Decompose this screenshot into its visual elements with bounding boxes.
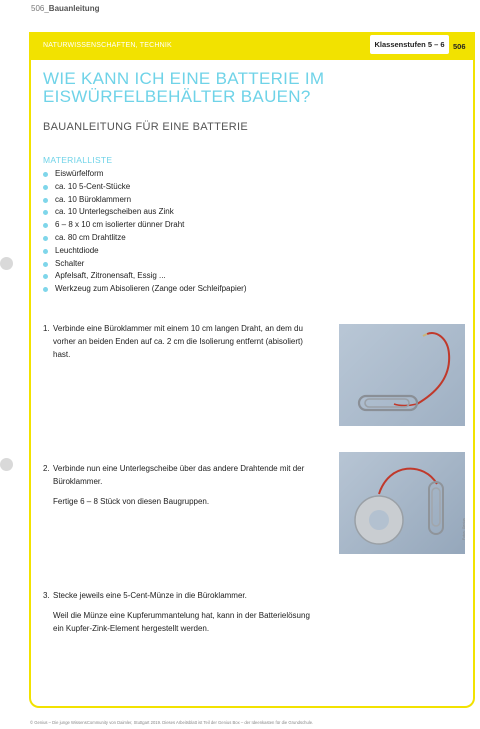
paperclip-wire-photo <box>339 324 465 426</box>
list-item: Apfelsaft, Zitronensaft, Essig ... <box>43 270 247 283</box>
step-text: Stecke jeweils eine 5-Cent-Münze in die Büroklammer. <box>53 591 247 600</box>
list-item: Leuchtdiode <box>43 245 247 258</box>
header-bar <box>29 32 475 60</box>
footer-copyright: © Genius – Die junge WissensCommunity von Daimler, Stuttgart 2019. Dieses Arbeitsblatt ist Teil der Genius Box – der Ideenkasten für die Grundschule. <box>30 720 314 725</box>
punch-hole <box>0 257 13 270</box>
step-note: Weil die Münze eine Kupferummantelung hat, kann in der Batterielösung ein Kupfer-Zink-Element hergestellt werden. <box>53 611 310 633</box>
page-number: 506 <box>453 42 466 51</box>
page-label-name: Bauanleitung <box>48 4 100 13</box>
list-item: ca. 80 cm Drahtlitze <box>43 232 247 245</box>
step-number: 1. <box>43 324 50 333</box>
punch-hole <box>0 458 13 471</box>
step-note: Fertige 6 – 8 Stück von diesen Baugruppen. <box>53 497 210 506</box>
washer-paperclip-illustration <box>339 452 465 554</box>
step-number: 3. <box>43 591 50 600</box>
list-item: ca. 10 5-Cent-Stücke <box>43 181 247 194</box>
page-label-number: 506_ <box>31 4 49 13</box>
list-item: Eiswürfelform <box>43 168 247 181</box>
page-label <box>31 4 99 13</box>
washer-paperclip-photo <box>339 452 465 554</box>
step-text: Verbinde eine Büroklammer mit einem 10 cm langen Draht, an dem du vorher an beiden Enden auf ca. 2 cm die Isolierung entfernt (abisoliert) hast. <box>53 324 303 359</box>
photo-credit: Fotos: Genius <box>462 518 466 540</box>
page-title: WIE KANN ICH EINE BATTERIE IM EISWÜRFELBEHÄLTER BAUEN? <box>43 69 325 106</box>
step-1 <box>43 322 313 361</box>
category-label: NATURWISSENSCHAFTEN, TECHNIK <box>43 42 172 49</box>
step-3 <box>43 589 315 635</box>
list-item: ca. 10 Unterlegscheiben aus Zink <box>43 206 247 219</box>
paperclip-wire-illustration <box>339 324 465 426</box>
step-number: 2. <box>43 464 50 473</box>
step-text: Verbinde nun eine Unterlegscheibe über das andere Drahtende mit der Büroklammer. <box>53 464 305 486</box>
level-badge: Klassenstufen 5 – 6 <box>370 35 449 54</box>
list-item: 6 – 8 x 10 cm isolierter dünner Draht <box>43 219 247 232</box>
materials-heading: MATERIALLISTE <box>43 155 113 165</box>
list-item: Werkzeug zum Abisolieren (Zange oder Schleifpapier) <box>43 283 247 296</box>
list-item: Schalter <box>43 258 247 271</box>
page-subtitle: BAUANLEITUNG FÜR EINE BATTERIE <box>43 121 248 133</box>
step-2 <box>43 462 318 508</box>
list-item: ca. 10 Büroklammern <box>43 194 247 207</box>
materials-list <box>43 168 247 296</box>
